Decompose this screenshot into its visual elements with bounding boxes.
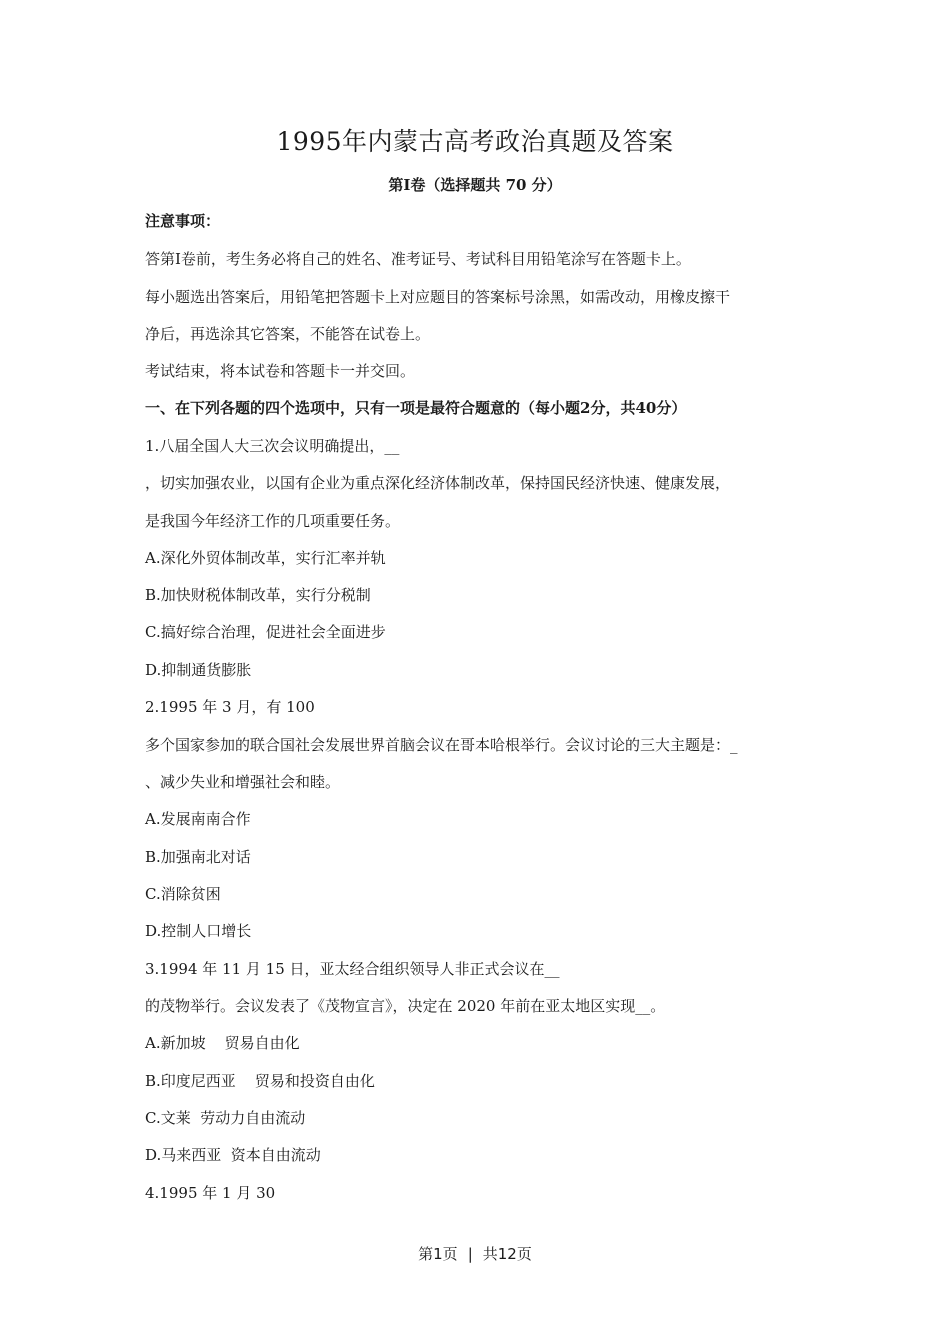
exam-part-subtitle: 第Ⅰ卷（选择题共 70 分） [388, 176, 562, 194]
footer-separator: | [467, 1245, 473, 1263]
question-3-option-d: D.马来西亚 资本自由流动 [145, 1146, 321, 1164]
question-2-option-a: A.发展南南合作 [145, 810, 251, 828]
page-number: 第1页 [418, 1245, 458, 1263]
question-2-stem: 2.1995 年 3 月，有 100 [145, 698, 315, 716]
question-2-stem: 多个国家参加的联合国社会发展世界首脑会议在哥本哈根举行。会议讨论的三大主题是：_ [145, 736, 738, 754]
question-2-option-c: C.消除贫困 [145, 885, 221, 903]
question-3-stem: 3.1994 年 11 月 15 日，亚太经合组织领导人非正式会议在__ [145, 960, 560, 978]
question-1-stem: 1.八届全国人大三次会议明确提出，__ [145, 437, 400, 455]
question-3-stem: 的茂物举行。会议发表了《茂物宣言》，决定在 2020 年前在亚太地区实现__。 [145, 997, 666, 1015]
question-2-option-b: B.加强南北对话 [145, 848, 251, 866]
question-1-stem: 是我国今年经济工作的几项重要任务。 [145, 512, 401, 530]
page-footer [0, 1243, 950, 1264]
question-2-stem: 、减少失业和增强社会和睦。 [145, 773, 341, 791]
notice-line: 考试结束，将本试卷和答题卡一并交回。 [145, 362, 416, 380]
question-3-option-c: C.文莱 劳动力自由流动 [145, 1109, 306, 1127]
question-4-stem: 4.1995 年 1 月 30 [145, 1184, 276, 1202]
question-1-option-a: A.深化外贸体制改革，实行汇率并轨 [145, 549, 386, 567]
question-3-option-b: B.印度尼西亚 贸易和投资自由化 [145, 1072, 375, 1090]
notice-line: 每小题选出答案后，用铅笔把答题卡上对应题目的答案标号涂黑，如需改动，用橡皮擦干 [145, 288, 731, 306]
notice-line: 净后，再选涂其它答案，不能答在试卷上。 [145, 325, 431, 343]
page-total: 共12页 [482, 1245, 532, 1263]
question-2-option-d: D.控制人口增长 [145, 922, 252, 940]
question-1-option-c: C.搞好综合治理，促进社会全面进步 [145, 623, 386, 641]
question-3-option-a: A.新加坡 贸易自由化 [145, 1034, 300, 1052]
page-title: 1995年内蒙古高考政治真题及答案 [276, 127, 674, 156]
question-1-option-b: B.加快财税体制改革，实行分税制 [145, 586, 371, 604]
question-1-option-d: D.抑制通货膨胀 [145, 661, 252, 679]
section-heading: 一、在下列各题的四个选项中，只有一项是最符合题意的（每小题2分，共40分） [145, 399, 687, 417]
notice-heading: 注意事项： [145, 212, 221, 230]
notice-line: 答第Ⅰ卷前，考生务必将自己的姓名、准考证号、考试科目用铅笔涂写在答题卡上。 [145, 250, 691, 268]
question-1-stem: ，切实加强农业，以国有企业为重点深化经济体制改革，保持国民经济快速、健康发展， [145, 474, 731, 492]
